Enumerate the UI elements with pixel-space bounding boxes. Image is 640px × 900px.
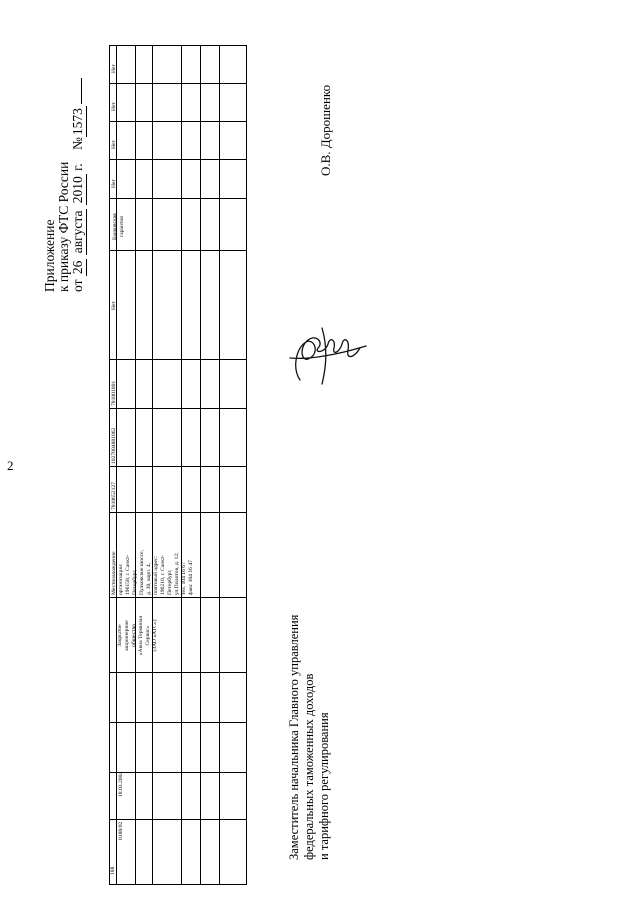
order-date-line [70, 78, 87, 292]
signatory-position: и тарифного регулирования [317, 712, 331, 860]
table-divider [181, 45, 182, 885]
cell-org-name [117, 598, 159, 673]
cell-date: 18.03.2004 [118, 771, 124, 797]
cell-inn: 7810652127 [111, 482, 117, 510]
order-date-prefix: от [70, 279, 85, 292]
org-name-line: (ЗАО «АТС») [152, 619, 158, 652]
table-divider [109, 250, 247, 251]
page-number: 2 [7, 458, 14, 473]
address-line: тел. 104 16 67 [181, 562, 187, 595]
order-day: 26 [70, 260, 85, 275]
cell-reg-number: 0188/02 [118, 821, 124, 840]
registry-table [109, 45, 247, 885]
org-name-line: общество [131, 624, 137, 647]
order-number-underline [81, 78, 82, 104]
cell-net: Нет [111, 301, 117, 310]
table-divider [109, 198, 247, 199]
address-line: Петербург, [167, 569, 173, 595]
table-divider [109, 121, 247, 122]
signatory-position: Заместитель начальника Главного управления [287, 614, 301, 860]
org-name-line: Закрытое [117, 624, 123, 647]
cell-address [111, 550, 195, 595]
handwritten-signature [270, 318, 370, 388]
guarantee-line: Банковская [112, 213, 118, 240]
table-divider [135, 45, 136, 885]
table-divider [109, 722, 247, 723]
table-divider [109, 408, 247, 409]
table-divider [109, 512, 247, 513]
table-divider [200, 45, 201, 885]
order-month: августа [70, 210, 85, 254]
address-line: Пулковское шоссе, [139, 549, 145, 595]
table-divider [109, 359, 247, 360]
order-year-suffix: г. [70, 163, 85, 171]
order-year: 2010 [70, 176, 85, 204]
guarantee-line: гарантия [119, 216, 125, 238]
address-line: Местонахождение [111, 551, 117, 595]
address-line: 196210, г. Санкт- [160, 554, 166, 595]
org-name-line: акционерное [124, 620, 130, 651]
address-line: 196158, г. Санкт- [125, 554, 131, 595]
signatory-position: федеральных таможенных доходов [302, 673, 316, 860]
address-line: ул.Пилотов, д. 12; [174, 552, 180, 595]
table-divider [116, 45, 117, 885]
table-divider [109, 466, 247, 467]
cell-net: Нет [111, 179, 117, 188]
address-line: д. 30, корп. 4, [146, 562, 152, 595]
order-reference: к приказу ФТС России [56, 161, 71, 292]
cell-ogrn: 1027804881862 [111, 427, 117, 464]
order-number: 1573 [70, 108, 85, 136]
cell-net: Нет [111, 140, 117, 149]
cell-net: Нет [111, 102, 117, 111]
address-line: организации: [118, 563, 124, 595]
cell-guarantee [112, 213, 126, 240]
org-name-line: Сервис» [145, 625, 151, 646]
address-line: почтовый адрес: [153, 555, 159, 595]
table-border [109, 45, 247, 885]
appendix-title: Приложение [42, 219, 57, 292]
table-divider [109, 819, 247, 820]
order-number-sign: № [70, 137, 85, 151]
table-divider [152, 45, 153, 885]
address-line: Петербург, [132, 569, 138, 595]
cell-net: Нет [111, 64, 117, 73]
org-name-line: «Авиа Терминал [138, 615, 144, 656]
table-divider [109, 159, 247, 160]
table-divider [219, 45, 220, 885]
signatory-name: О.В. Дорошенко [318, 84, 333, 176]
table-divider [109, 772, 247, 773]
cell-kpp: 781001001 [111, 380, 117, 406]
table-divider [109, 83, 247, 84]
cell-row-number: 188 [110, 866, 116, 875]
address-line: факс 104 16 47 [188, 560, 194, 595]
